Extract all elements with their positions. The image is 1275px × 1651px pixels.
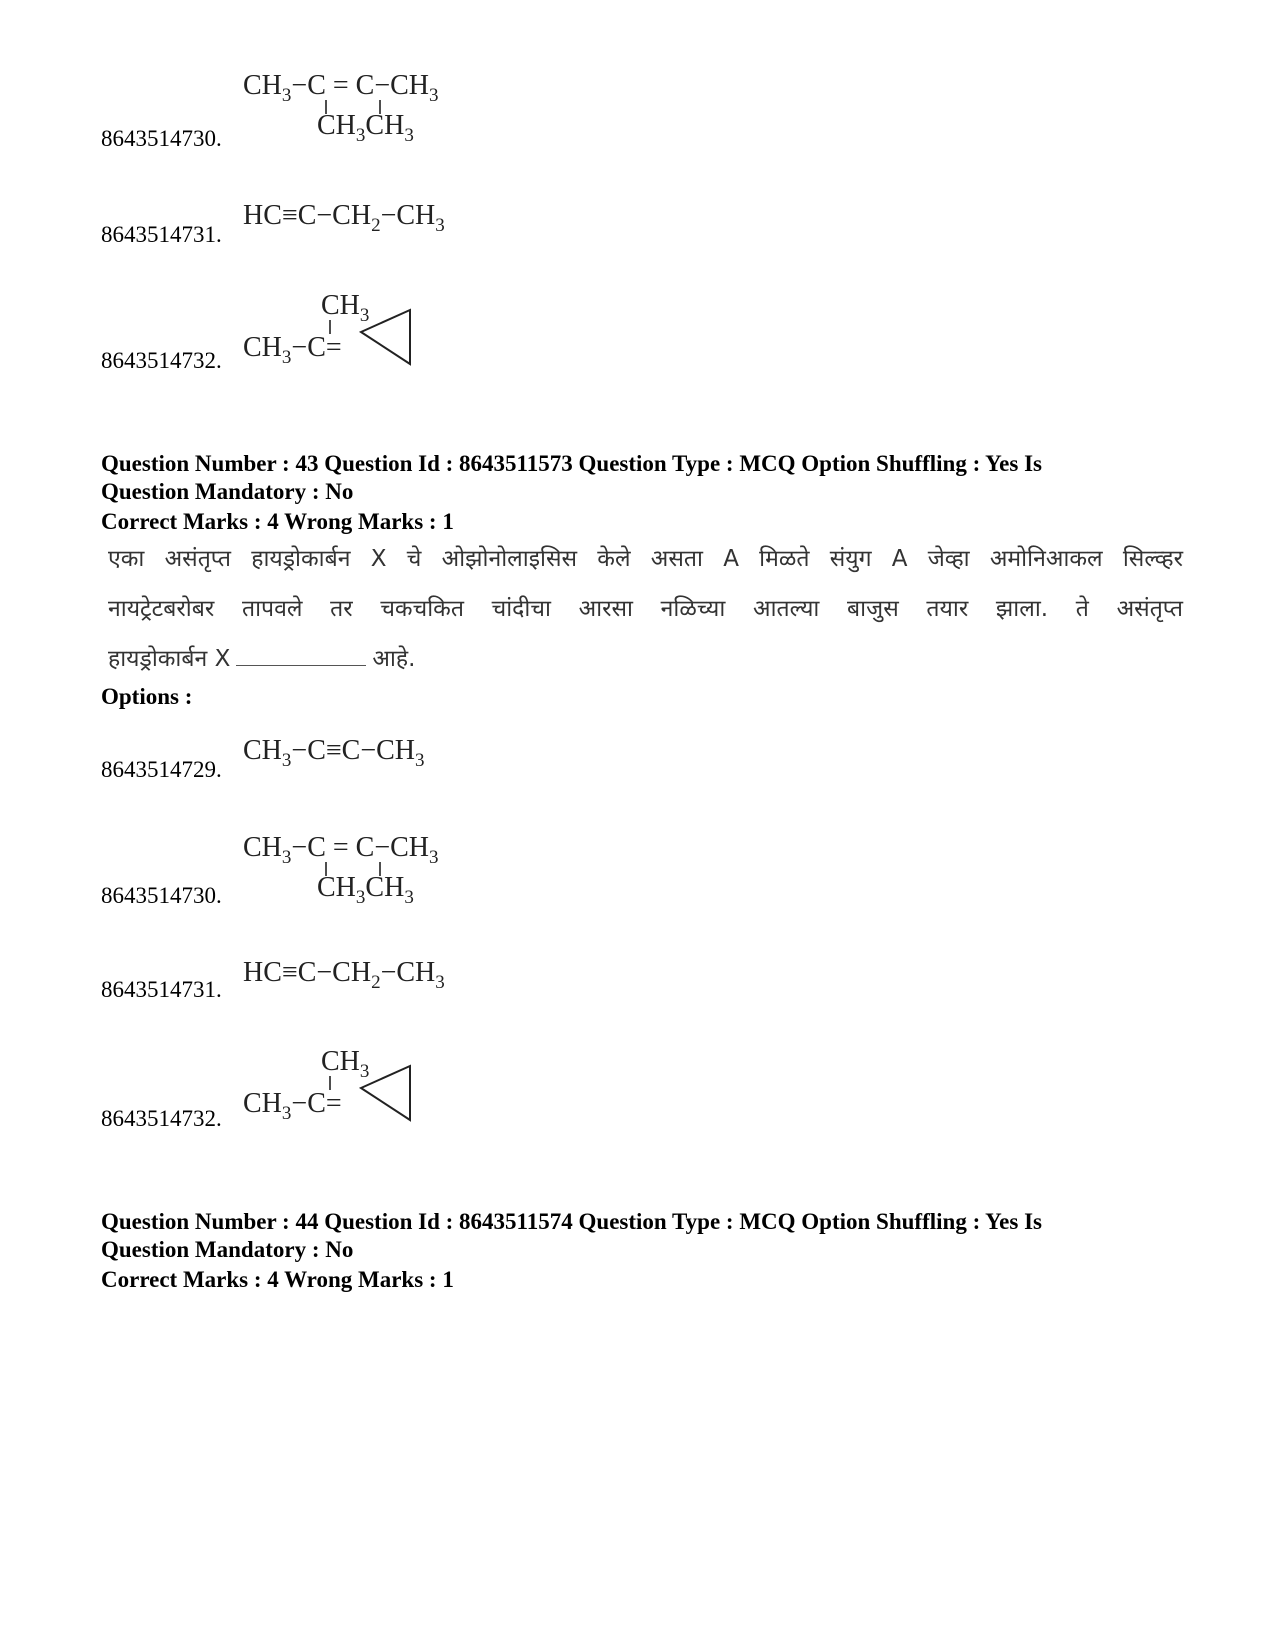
option-id: 8643514730. xyxy=(101,883,222,908)
option-id: 8643514732. xyxy=(101,1106,222,1131)
svg-text:HC≡C−CH2−CH3: $HC\equiv C-CH_2-CH_3$ xyxy=(243,200,445,236)
svg-text:CH3−C=: $CH_3-C=$ xyxy=(243,1088,342,1124)
question-marks: Correct Marks : 4 Wrong Marks : 1 xyxy=(101,1267,454,1292)
svg-text:CH3−C≡C−CH3: $CH_3-C\equiv C-CH_3$ xyxy=(243,735,425,771)
svg-text:CH3CH3: $CH_3CH_3$ xyxy=(317,110,414,146)
question-43-header xyxy=(101,450,1042,506)
question-44-header xyxy=(101,1208,1042,1264)
option-id: 8643514729. xyxy=(101,757,222,782)
formula-butyne xyxy=(243,951,493,1001)
question-marks: Correct Marks : 4 Wrong Marks : 1 xyxy=(101,509,454,534)
svg-text:CH3−C = C−CH3: $CH_3-C = C-CH_3$ xyxy=(243,832,439,868)
option-id: 8643514730. xyxy=(101,126,222,151)
option-id: 8643514731. xyxy=(101,977,222,1002)
svg-text:CH3: $CH_3$ xyxy=(321,290,370,326)
svg-text:CH3: $CH_3$ xyxy=(321,1046,370,1082)
svg-text:HC≡C−CH2−CH3: $HC\equiv C-CH_2-CH_3$ xyxy=(243,957,445,993)
formula-isopropylidene-cyclopropane xyxy=(243,1040,443,1135)
question-text-line: नायट्रेटबरोबर तापवले तर चकचकित चांदीचा आरसा नळिच्या आतल्या बाजुस तयार झाला. ते असंतृप्त xyxy=(108,596,1183,622)
formula-2-butyne xyxy=(243,729,493,779)
answer-blank xyxy=(236,664,366,666)
options-label: Options : xyxy=(101,684,193,709)
question-text-line: हायड्रोकार्बन X आहे. xyxy=(108,646,416,672)
option-id: 8643514731. xyxy=(101,222,222,247)
formula-dimethyl-butene xyxy=(243,826,483,911)
question-header-line: Question Number : 44 Question Id : 8643511574 Question Type : MCQ Option Shuffling : Yes Is xyxy=(101,1209,1042,1234)
svg-text:CH3−C=: $CH_3-C=$ xyxy=(243,332,342,368)
question-mandatory: Question Mandatory : No xyxy=(101,479,354,504)
question-header-line: Question Number : 43 Question Id : 8643511573 Question Type : MCQ Option Shuffling : Yes Is xyxy=(101,451,1042,476)
question-text xyxy=(108,534,1183,684)
formula-isopropylidene-cyclopropane xyxy=(243,284,443,379)
question-mandatory: Question Mandatory : No xyxy=(101,1237,354,1262)
question-text-line: एका असंतृप्त हायड्रोकार्बन X चे ओझोनोलाइसिस केले असता A मिळते संयुग A जेव्हा अमोनिआकल सिल्व्हर xyxy=(108,546,1183,572)
svg-text:CH3CH3: $CH_3CH_3$ xyxy=(317,872,414,908)
formula-dimethyl-butene xyxy=(243,64,483,149)
svg-text:CH3−C = C−CH3: $CH_3-C = C-CH_3$ xyxy=(243,70,439,106)
option-id: 8643514732. xyxy=(101,348,222,373)
formula-butyne xyxy=(243,194,493,244)
